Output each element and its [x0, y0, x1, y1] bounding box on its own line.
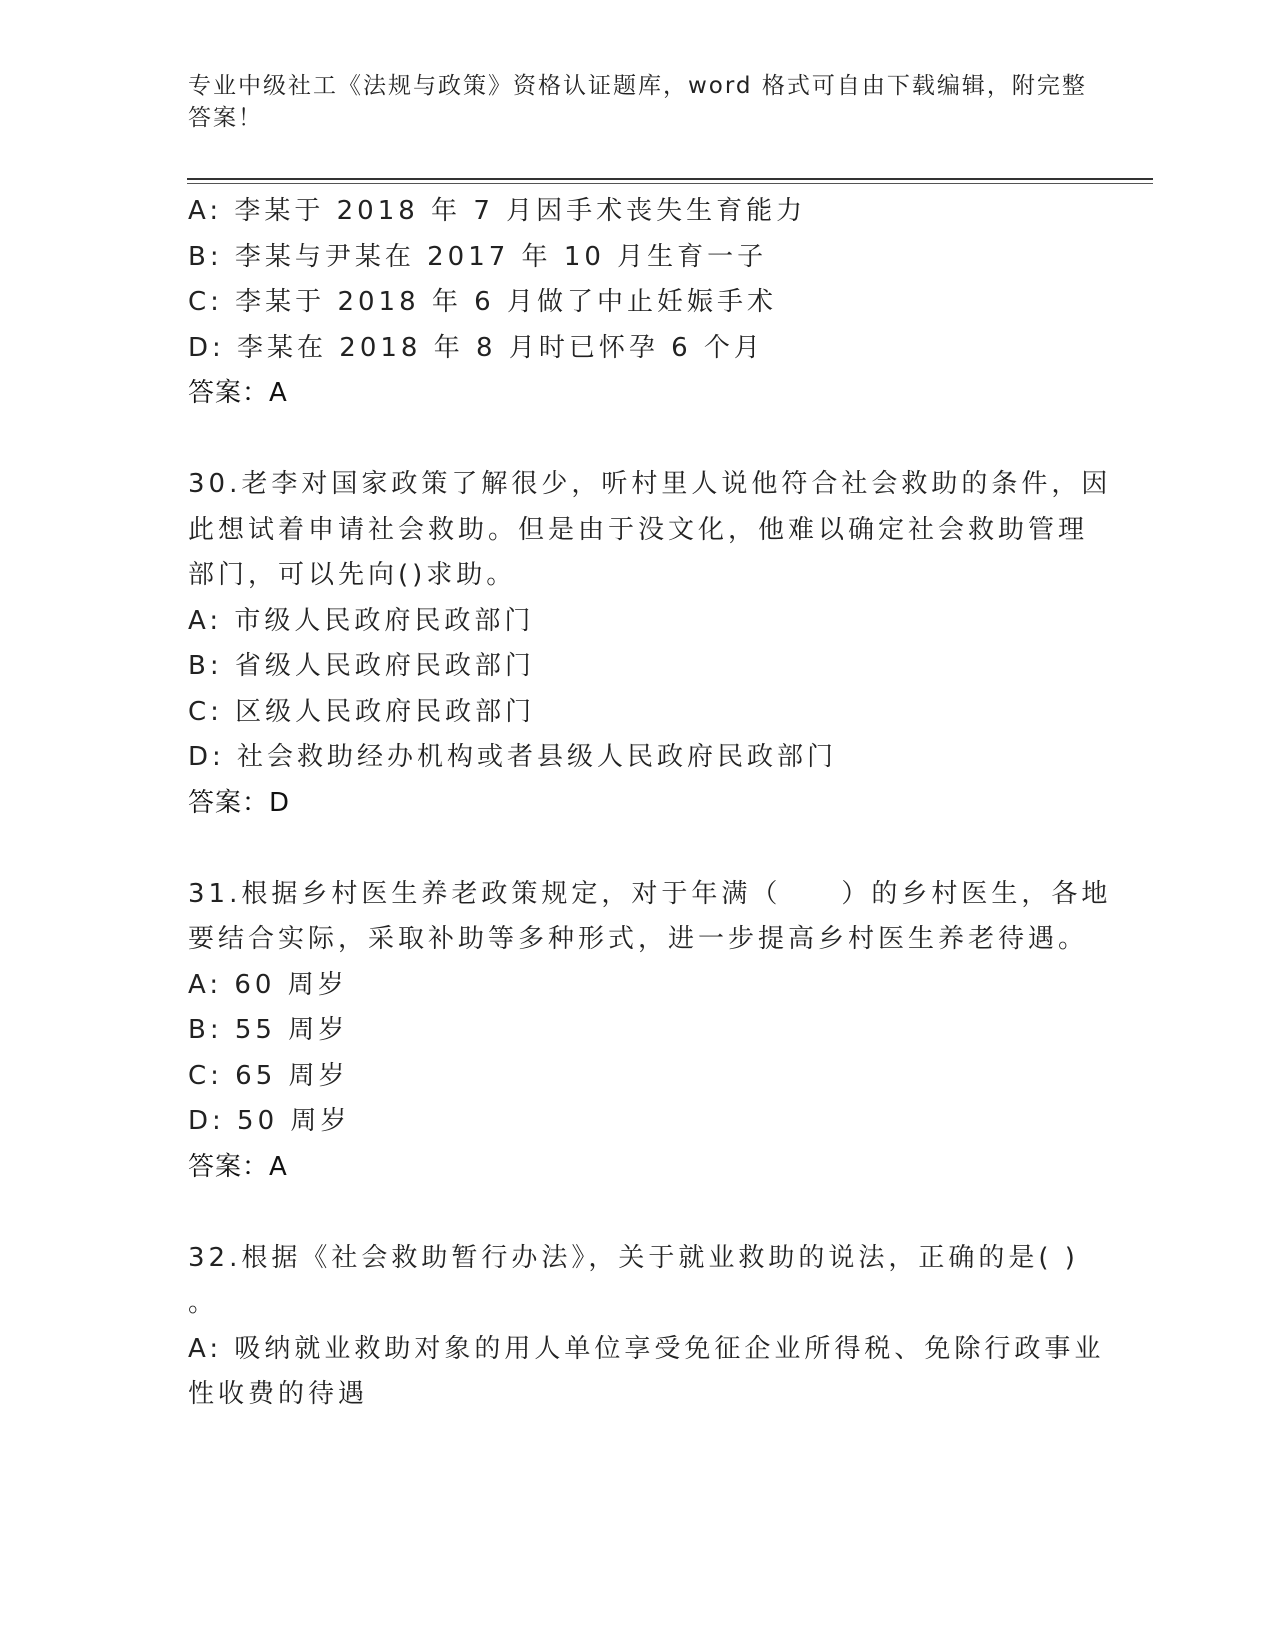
- header-line-1: 专业中级社工《法规与政策》资格认证题库，word 格式可自由下载编辑，附完整: [188, 73, 1087, 99]
- option-c: C: 65 周岁: [188, 1060, 349, 1091]
- option-b: B: 省级人民政府民政部门: [188, 651, 535, 681]
- question-stem-line: 。: [188, 1288, 219, 1318]
- option-b: B: 李某与尹某在 2017 年 10 月生育一子: [188, 241, 768, 272]
- header-divider-thick: [187, 178, 1153, 180]
- option-a: A: 吸纳就业救助对象的用人单位享受免征企业所得税、免除行政事业: [188, 1333, 1105, 1364]
- question-stem-line: 32.根据《社会救助暂行办法》，关于就业救助的说法，正确的是( ): [188, 1242, 1079, 1273]
- question-content: [188, 189, 1112, 1418]
- option-c: C: 区级人民政府民政部门: [188, 696, 536, 727]
- spacer: [188, 1190, 1088, 1236]
- answer-label: 答案：A: [188, 1151, 288, 1182]
- header-divider-thin: [187, 183, 1153, 184]
- question-stem-line: 部门，可以先向()求助。: [188, 560, 517, 590]
- option-a: A: 李某于 2018 年 7 月因手术丧失生育能力: [188, 196, 807, 226]
- option-c: C: 李某于 2018 年 6 月做了中止妊娠手术: [188, 287, 777, 317]
- question-stem-line: 要结合实际，采取补助等多种形式，进一步提高乡村医生养老待遇。: [188, 924, 1089, 954]
- question-stem-line: 30.老李对国家政策了解很少，听村里人说他符合社会救助的条件，因: [188, 469, 1112, 499]
- question-31-block: [188, 872, 1112, 1191]
- option-d: D: 李某在 2018 年 8 月时已怀孕 6 个月: [188, 332, 764, 363]
- question-stem-line: 此想试着申请社会救助。但是由于没文化，他难以确定社会救助管理: [188, 514, 1089, 545]
- question-stem-line: 31.根据乡村医生养老政策规定，对于年满（ ）的乡村医生，各地: [188, 878, 1112, 909]
- option-b: B: 55 周岁: [188, 1015, 349, 1045]
- option-d: D: 社会救助经办机构或者县级人民政府民政部门: [188, 742, 838, 772]
- question-30-block: [188, 462, 1112, 826]
- option-a-continued: 性收费的待遇: [188, 1379, 369, 1409]
- question-29-block: [188, 189, 1088, 417]
- option-a: A: 60 周岁: [188, 969, 348, 1000]
- spacer: [188, 826, 1088, 872]
- answer-label: 答案：A: [188, 378, 288, 408]
- header-line-2: 答案！: [188, 105, 263, 131]
- option-d: D: 50 周岁: [188, 1106, 351, 1136]
- spacer: [188, 417, 1088, 463]
- document-header: [188, 70, 1088, 134]
- answer-label: 答案：D: [188, 787, 291, 818]
- option-a: A: 市级人民政府民政部门: [188, 605, 535, 636]
- question-32-block: [188, 1236, 1105, 1418]
